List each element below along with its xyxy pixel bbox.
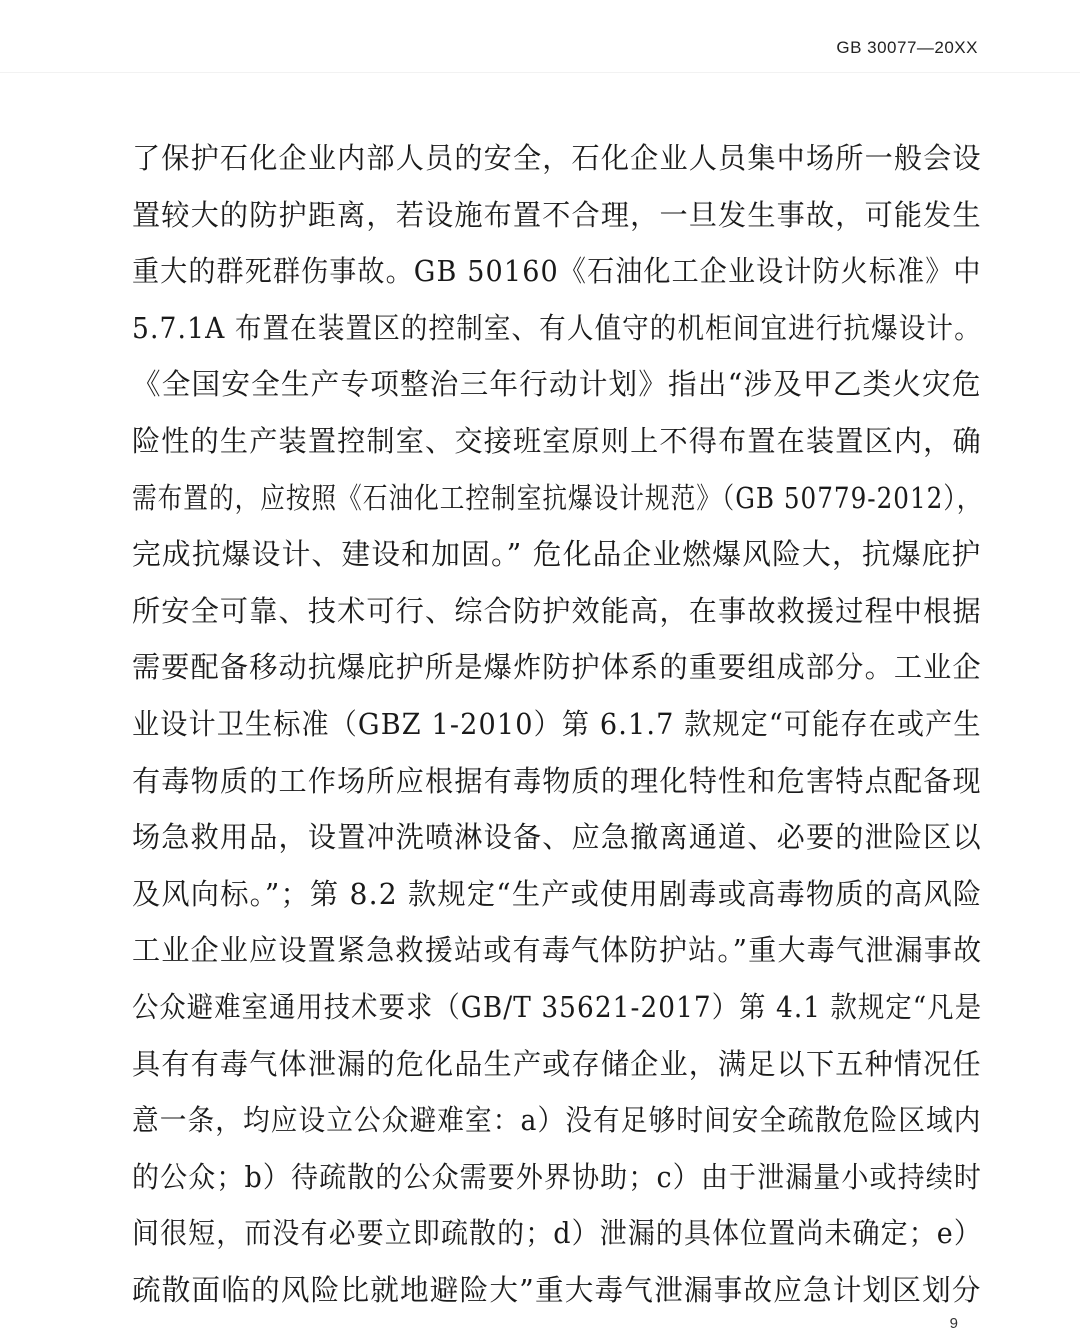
body-line: 5.7.1A 布置在装置区的控制室、有人值守的机柜间宜进行抗爆设计。	[132, 310, 982, 345]
document-code-header: GB 30077—20XX	[836, 38, 978, 57]
document-body	[132, 130, 982, 1318]
body-line: 及风向标。”；第 8.2 款规定“生产或使用剧毒或高毒物质的高风险	[132, 876, 983, 911]
body-line: 置较大的防护距离，若设施布置不合理，一旦发生事故，可能发生	[132, 197, 982, 232]
body-line: 险性的生产装置控制室、交接班室原则上不得布置在装置区内，确	[132, 423, 982, 458]
header-divider	[0, 72, 1080, 73]
body-line: 了保护石化企业内部人员的安全，石化企业人员集中场所一般会设	[132, 141, 982, 175]
body-line: 疏散面临的风险比就地避险大”重大毒气泄漏事故应急计划区划分	[132, 1272, 982, 1307]
body-line: 公众避难室通用技术要求（GB/T 35621-2017）第 4.1 款规定“凡是	[132, 989, 983, 1024]
body-line: 业设计卫生标准（GBZ 1-2010）第 6.1.7 款规定“可能存在或产生	[132, 706, 982, 741]
body-line: 具有有毒气体泄漏的危化品生产或存储企业，满足以下五种情况任	[132, 1046, 982, 1081]
body-line: 需布置的，应按照《石油化工控制室抗爆设计规范》（GB 50779-2012），	[132, 480, 983, 515]
body-line: 场急救用品，设置冲洗喷淋设备、应急撤离通道、必要的泄险区以	[132, 820, 982, 855]
body-line: 间很短，而没有必要立即疏散的；d）泄漏的具体位置尚未确定；e）	[132, 1216, 982, 1251]
body-line: 工业企业应设置紧急救援站或有毒气体防护站。”重大毒气泄漏事故	[132, 933, 983, 968]
body-line: 《全国安全生产专项整治三年行动计划》指出“涉及甲乙类火灾危	[132, 367, 982, 402]
body-line: 所安全可靠、技术可行、综合防护效能高，在事故救援过程中根据	[132, 593, 982, 628]
body-line: 意一条，均应设立公众避难室：a）没有足够时间安全疏散危险区域内	[132, 1103, 982, 1138]
body-line: 重大的群死群伤事故。GB 50160《石油化工企业设计防火标准》中	[132, 254, 982, 289]
page-number: 9	[949, 1315, 958, 1332]
body-line: 完成抗爆设计、建设和加固。” 危化品企业燃爆风险大，抗爆庇护	[132, 537, 982, 572]
body-line: 的公众；b）待疏散的公众需要外界协助；c）由于泄漏量小或持续时	[132, 1159, 983, 1194]
body-line: 需要配备移动抗爆庇护所是爆炸防护体系的重要组成部分。工业企	[132, 650, 982, 685]
body-line: 有毒物质的工作场所应根据有毒物质的理化特性和危害特点配备现	[132, 763, 982, 798]
